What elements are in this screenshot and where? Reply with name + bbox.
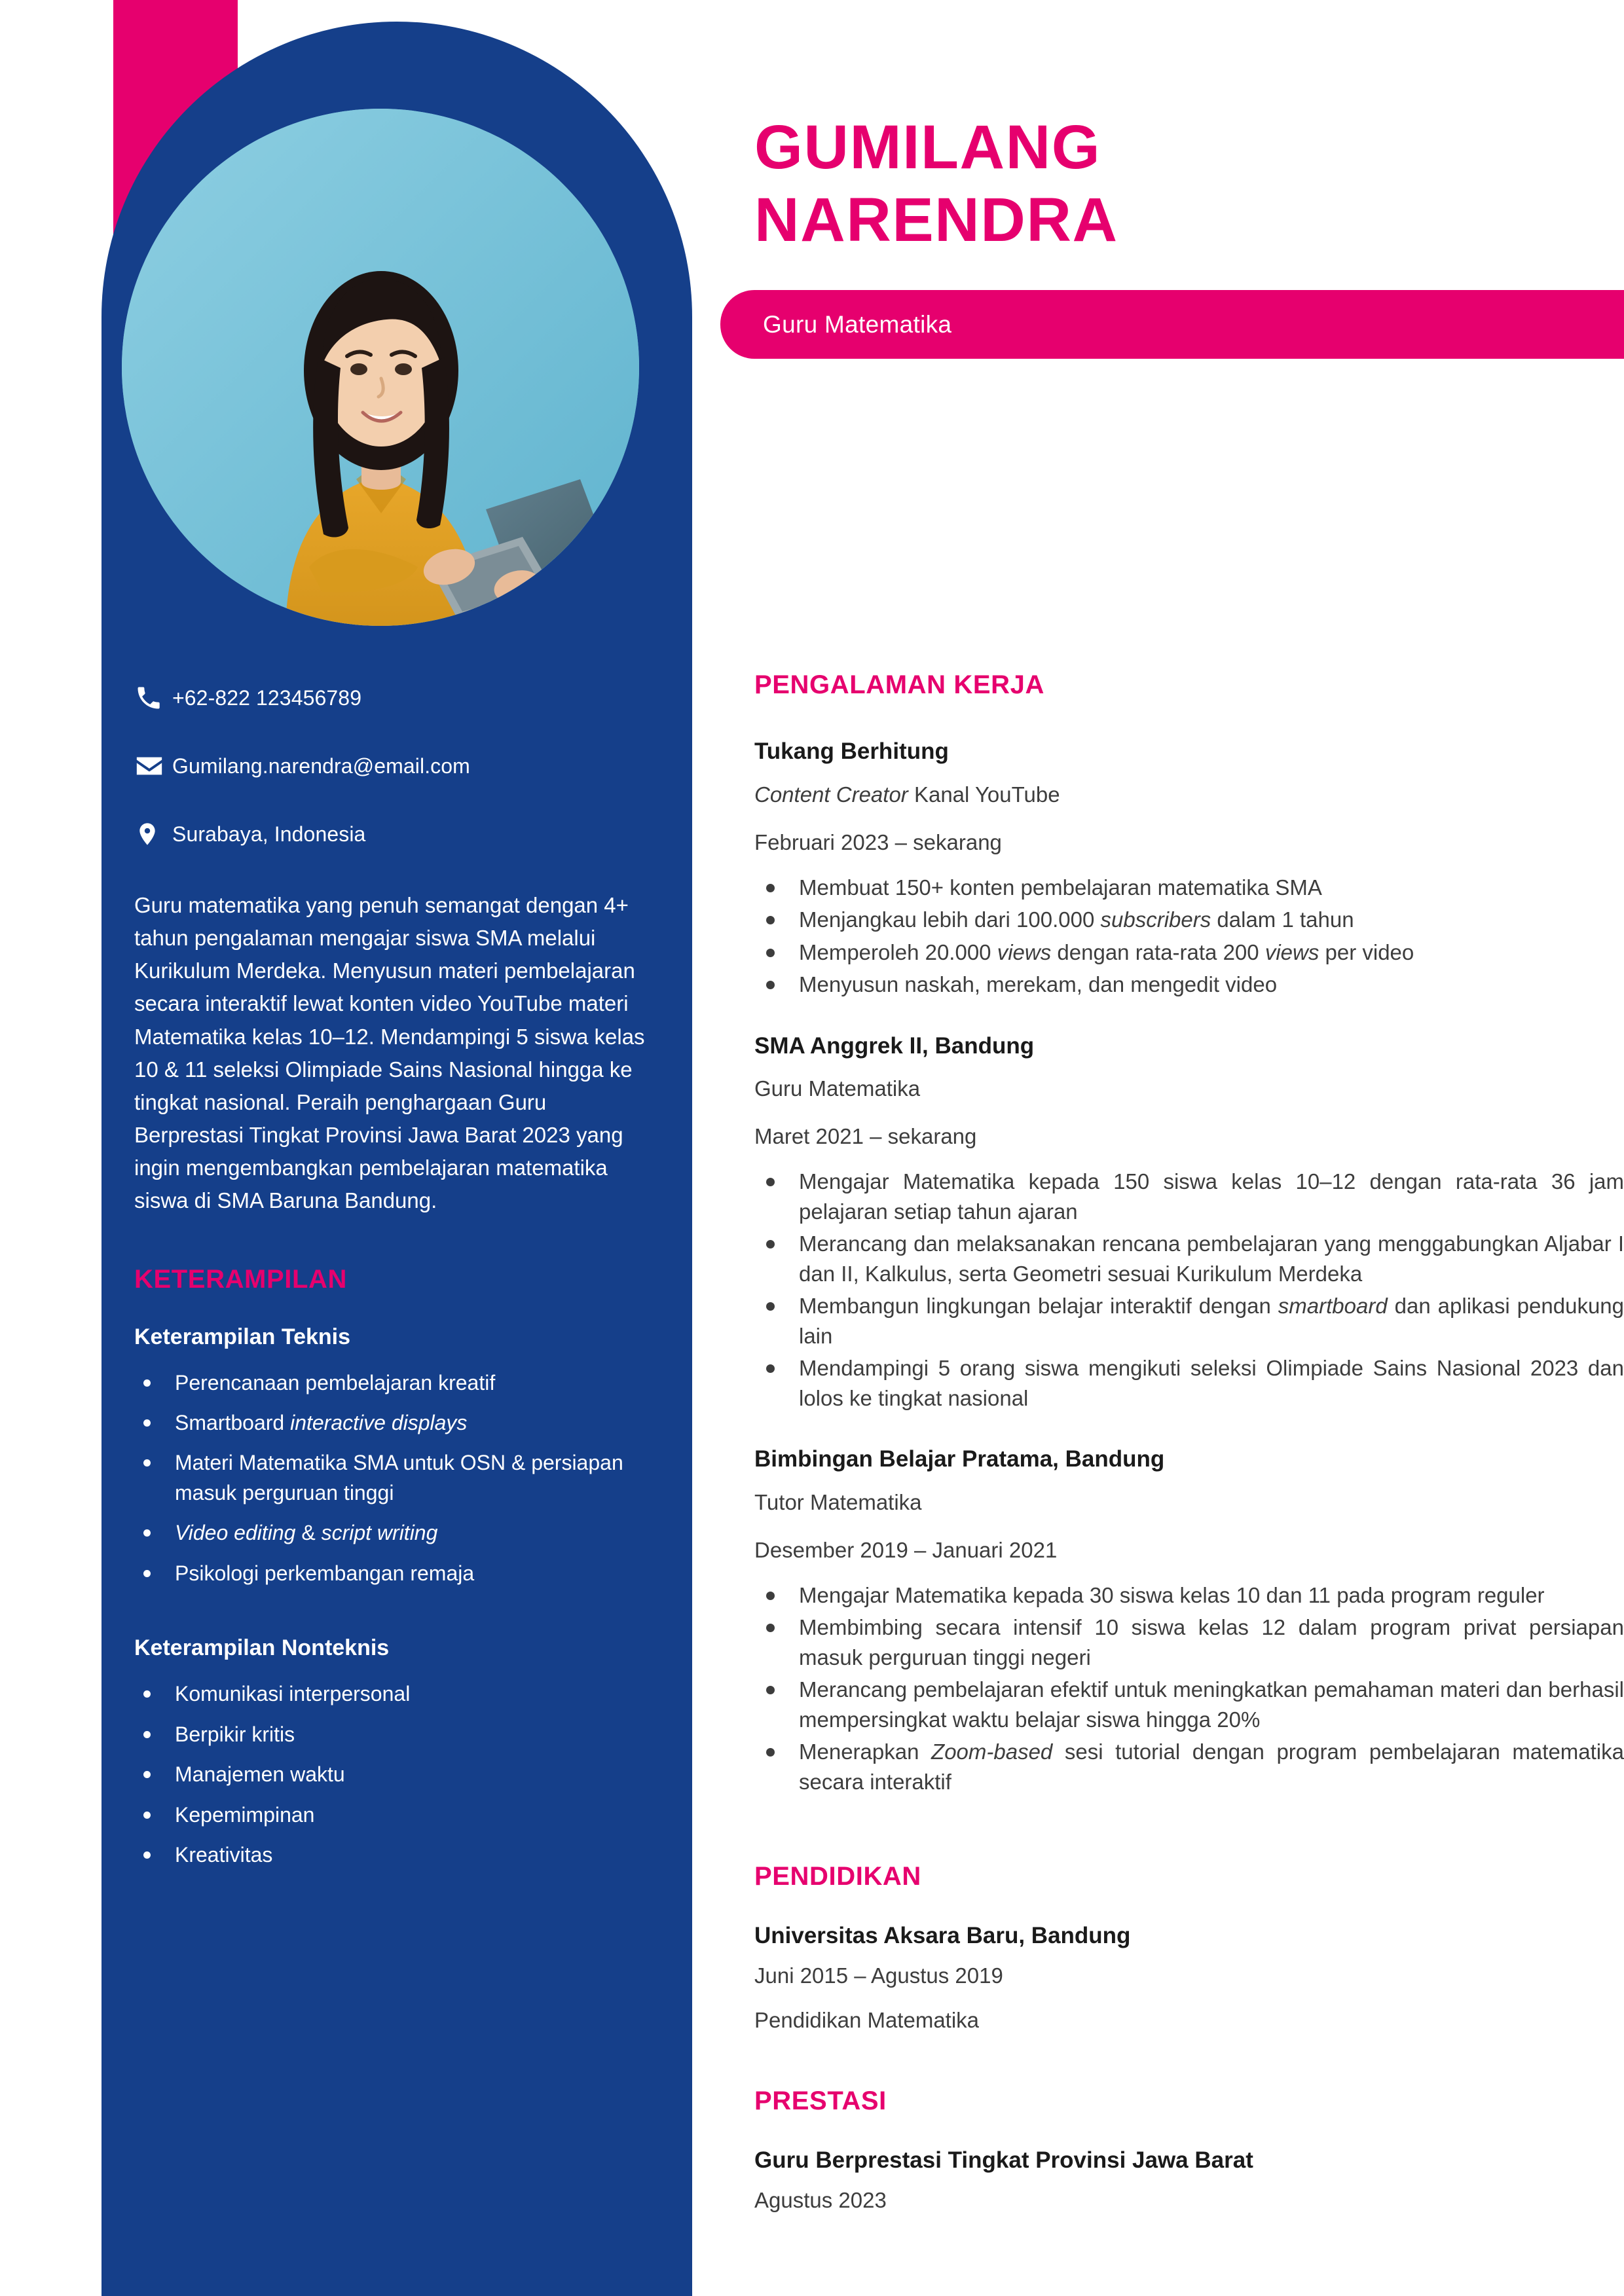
skills-spacer <box>134 1599 656 1635</box>
contact-row-email[interactable] <box>134 749 656 783</box>
experience-subtitle: Tutor Matematika <box>754 1489 922 1514</box>
list-item: Kreativitas <box>134 1840 656 1870</box>
list-item: Mendampingi 5 orang siswa mengikuti seleksi Olimpiade Sains Nasional 2023 dan lolos ke tingkat nasional <box>754 1353 1624 1413</box>
experience-date: Februari 2023 – sekarang <box>754 829 1002 854</box>
list-item: Membimbing secara intensif 10 siswa kelas 12 dalam program privat persiapan masuk perguruan tinggi negeri <box>754 1613 1624 1672</box>
phone-icon <box>134 683 172 712</box>
list-item: Perencanaan pembelajaran kreatif <box>134 1368 656 1398</box>
list-item: Memperoleh 20.000 views dengan rata-rata 200 views per video <box>754 938 1624 968</box>
role-title: Guru Matematika <box>763 310 952 338</box>
education-entry <box>754 1923 1624 2033</box>
achievement-date: Agustus 2023 <box>754 2188 887 2213</box>
last-name: NARENDRA <box>754 185 1118 255</box>
experience-bullets <box>754 873 1624 1000</box>
envelope-icon <box>134 751 172 781</box>
education-major: Pendidikan Matematika <box>754 2008 980 2033</box>
contact-email-value: Gumilang.narendra@email.com <box>172 754 470 778</box>
list-item: Materi Matematika SMA untuk OSN & persiapan masuk perguruan tinggi <box>134 1448 656 1508</box>
nontechnical-skills-heading: Keterampilan Nonteknis <box>134 1635 390 1661</box>
name-block <box>754 0 1624 257</box>
list-item: Psikologi perkembangan remaja <box>134 1559 656 1588</box>
experience-date: Desember 2019 – Januari 2021 <box>754 1537 1058 1562</box>
technical-skills-list <box>134 1368 656 1589</box>
experience-title: SMA Anggrek II, Bandung <box>754 1032 1035 1059</box>
experience-title: Bimbingan Belajar Pratama, Bandung <box>754 1446 1165 1472</box>
main-column <box>754 0 1624 2213</box>
skills-section-heading: KETERAMPILAN <box>134 1264 347 1294</box>
first-name: GUMILANG <box>754 113 1101 182</box>
achievement-section-heading: PRESTASI <box>754 2086 887 2116</box>
experience-bullets <box>754 1580 1624 1797</box>
experience-list <box>754 737 1624 1796</box>
experience-entry <box>754 1444 1624 1796</box>
profile-photo <box>122 109 639 626</box>
list-item: Merancang pembelajaran efektif untuk meningkatkan pemahaman materi dan berhasil mempersingkat waktu belajar siswa hingga 20% <box>754 1675 1624 1734</box>
achievement-title: Guru Berprestasi Tingkat Provinsi Jawa Barat <box>754 2147 1253 2174</box>
education-institution: Universitas Aksara Baru, Bandung <box>754 1923 1131 1949</box>
contact-list <box>134 681 656 851</box>
contact-phone-value: +62-822 123456789 <box>172 686 362 710</box>
list-item: Merancang dan melaksanakan rencana pembelajaran yang menggabungkan Aljabar I dan II, Kalkulus, serta Geometri sesuai Kurikulum Merdeka <box>754 1229 1624 1288</box>
contact-location-value: Surabaya, Indonesia <box>172 822 366 846</box>
experience-date: Maret 2021 – sekarang <box>754 1124 977 1149</box>
nontechnical-skills-list <box>134 1679 656 1870</box>
list-item: Kepemimpinan <box>134 1800 656 1830</box>
achievement-entry <box>754 2147 1624 2213</box>
experience-bullets <box>754 1167 1624 1413</box>
education-section-heading: PENDIDIKAN <box>754 1862 921 1891</box>
list-item: Membangun lingkungan belajar interaktif dengan smartboard dan aplikasi pendukung lain <box>754 1291 1624 1351</box>
list-item: Mengajar Matematika kepada 30 siswa kelas 10 dan 11 pada program reguler <box>754 1580 1624 1611</box>
contact-row-location[interactable] <box>134 817 656 851</box>
experience-entry <box>754 1031 1624 1413</box>
list-item: Berpikir kritis <box>134 1720 656 1749</box>
main-body <box>754 670 1624 2213</box>
list-item: Membuat 150+ konten pembelajaran matematika SMA <box>754 873 1624 903</box>
contact-row-phone[interactable] <box>134 681 656 715</box>
education-date: Juni 2015 – Agustus 2019 <box>754 1963 1003 1988</box>
role-banner <box>720 290 1624 359</box>
list-item: Smartboard interactive displays <box>134 1408 656 1438</box>
list-item: Komunikasi interpersonal <box>134 1679 656 1709</box>
experience-subtitle: Content Creator Kanal YouTube <box>754 782 1060 807</box>
education-list <box>754 1923 1624 2033</box>
experience-title: Tukang Berhitung <box>754 738 949 765</box>
profile-summary: Guru matematika yang penuh semangat dengan 4+ tahun pengalaman mengajar siswa SMA melalui Kurikulum Merdeka. Menyusun materi pembelajaran secara interaktif lewat konten video YouTube materi Matematika kelas 10–12. Mendampingi 5 siswa kelas 10 & 11 seleksi Olimpiade Sains Nasional hingga ke tingkat nasional. Peraih penghargaan Guru Berprestasi Tingkat Provinsi Jawa Barat 2023 yang ingin mengembangkan pembelajaran matematika siswa di SMA Baruna Bandung. <box>134 893 645 1213</box>
list-item: Manajemen waktu <box>134 1760 656 1789</box>
sidebar-content <box>101 681 692 1880</box>
list-item: Menyusun naskah, merekam, dan mengedit video <box>754 970 1624 1000</box>
experience-subtitle: Guru Matematika <box>754 1076 921 1101</box>
achievement-list <box>754 2147 1624 2213</box>
technical-skills-heading: Keterampilan Teknis <box>134 1324 351 1349</box>
location-pin-icon <box>134 820 172 848</box>
list-item: Mengajar Matematika kepada 150 siswa kelas 10–12 dengan rata-rata 36 jam pelajaran setiap tahun ajaran <box>754 1167 1624 1226</box>
list-item: Video editing & script writing <box>134 1518 656 1548</box>
experience-section-heading: PENGALAMAN KERJA <box>754 670 1044 700</box>
list-item: Menjangkau lebih dari 100.000 subscribers dalam 1 tahun <box>754 905 1624 935</box>
experience-entry <box>754 737 1624 999</box>
list-item: Menerapkan Zoom-based sesi tutorial dengan program pembelajaran matematika secara interaktif <box>754 1737 1624 1796</box>
